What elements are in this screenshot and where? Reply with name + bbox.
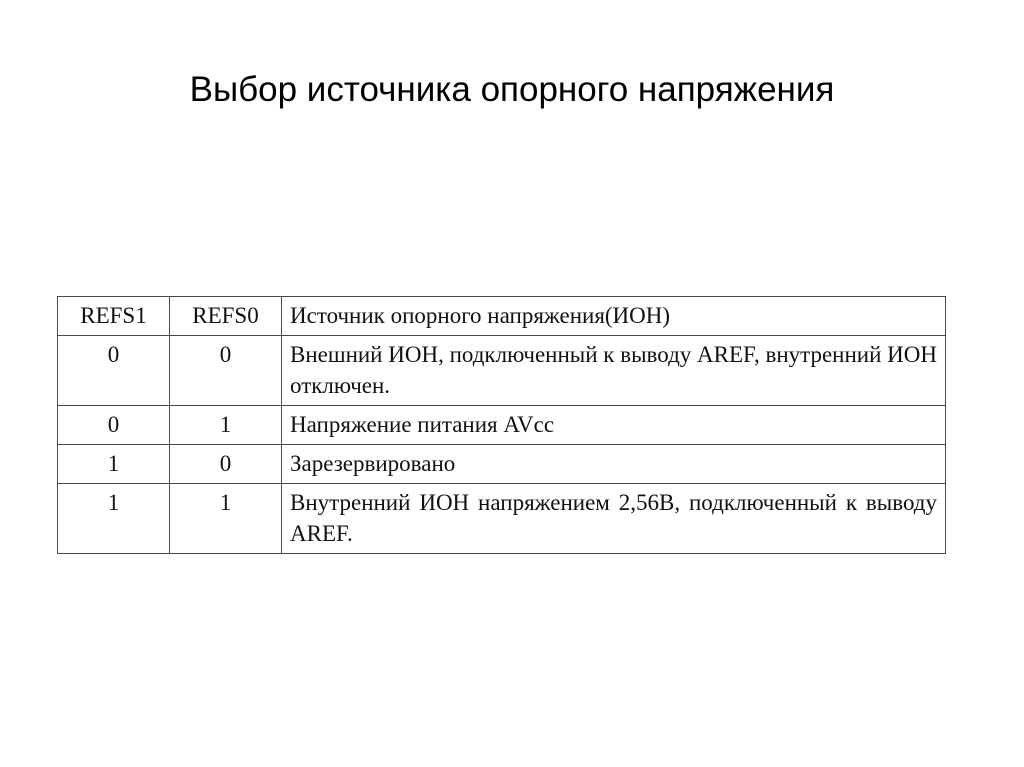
table-row [58,406,946,445]
cell-refs1: 0 [58,406,170,445]
cell-source: Внешний ИОН, подключенный к выводу AREF, внутренний ИОН отключен. [282,336,946,406]
cell-refs0: 0 [170,445,282,484]
table-row [58,336,946,406]
cell-refs1: 1 [58,484,170,554]
header-cell-refs0: REFS0 [170,297,282,336]
table-row [58,445,946,484]
cell-refs0: 1 [170,406,282,445]
table-header-row [58,297,946,336]
cell-refs1: 1 [58,445,170,484]
page-title: Выбор источника опорного напряжения [189,70,835,109]
reference-voltage-table [57,296,946,554]
cell-refs0: 1 [170,484,282,554]
cell-source: Зарезервировано [282,445,946,484]
cell-refs1: 0 [58,336,170,406]
table-row [58,484,946,554]
cell-refs0: 0 [170,336,282,406]
cell-source: Внутренний ИОН напряжением 2,56В, подключенный к выводу AREF. [282,484,946,554]
header-cell-source: Источник опорного напряжения(ИОН) [282,297,946,336]
header-cell-refs1: REFS1 [58,297,170,336]
cell-source: Напряжение питания AVcc [282,406,946,445]
